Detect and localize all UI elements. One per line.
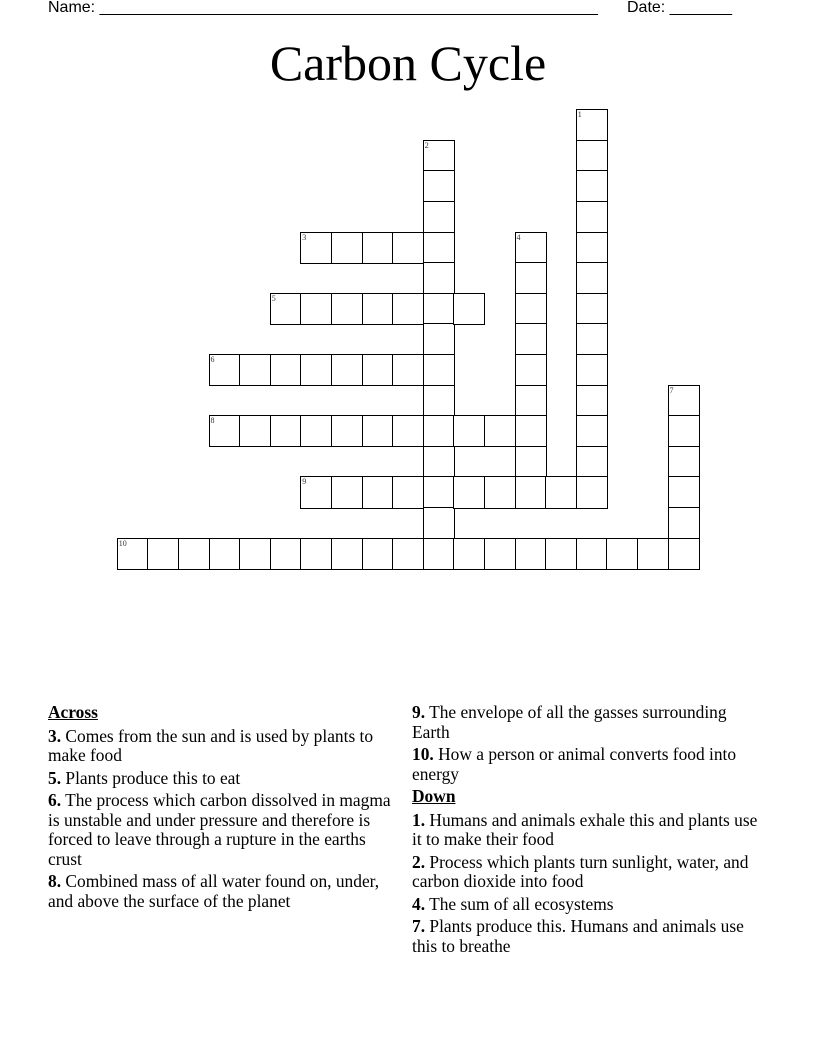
grid-cell[interactable]: [515, 293, 547, 325]
grid-cell[interactable]: [576, 170, 608, 202]
name-label: Name:: [48, 0, 96, 16]
clue-text: Plants produce this. Humans and animals use this to breathe: [412, 916, 744, 956]
clue-across-5: [48, 769, 393, 789]
grid-cell[interactable]: [423, 354, 455, 386]
cell-number: 8: [210, 416, 215, 426]
clues-column-right: [412, 703, 762, 959]
grid-cell[interactable]: [515, 232, 547, 264]
cell-number: 6: [210, 355, 215, 364]
date-label: Date:: [627, 0, 666, 16]
grid-cell[interactable]: [668, 507, 700, 539]
grid-cell[interactable]: [300, 232, 332, 264]
cell-number: 5: [271, 293, 276, 303]
grid-cell[interactable]: [515, 415, 547, 447]
grid-cell[interactable]: [209, 354, 241, 386]
grid-cell[interactable]: [576, 446, 608, 478]
grid-cell[interactable]: [117, 538, 149, 570]
grid-cell[interactable]: [668, 538, 700, 570]
clue-number: 3.: [48, 725, 62, 746]
clue-across-10: [412, 745, 762, 784]
grid-cell[interactable]: [270, 415, 302, 447]
grid-cell[interactable]: [637, 538, 669, 570]
clue-number: 2.: [412, 851, 426, 872]
clue-number: 7.: [412, 916, 426, 936]
grid-cell[interactable]: [392, 293, 424, 325]
grid-cell[interactable]: [331, 476, 363, 508]
grid-cell[interactable]: [453, 538, 485, 570]
grid-cell[interactable]: [515, 476, 547, 508]
grid-cell[interactable]: [392, 476, 424, 508]
grid-cell[interactable]: [300, 293, 332, 325]
grid-cell[interactable]: [423, 262, 455, 294]
grid-cell[interactable]: [484, 476, 516, 508]
grid-cell[interactable]: [392, 415, 424, 447]
clue-text: Plants produce this to eat: [61, 767, 241, 788]
cell-number: 4: [516, 232, 521, 242]
grid-cell[interactable]: [423, 415, 455, 447]
clue-down-7: [412, 917, 762, 956]
grid-cell[interactable]: [423, 446, 455, 478]
grid-cell[interactable]: [576, 109, 608, 141]
grid-cell[interactable]: [515, 446, 547, 478]
clue-across-6: [48, 791, 393, 869]
cell-number: 9: [302, 477, 307, 487]
grid-cell[interactable]: [147, 538, 179, 570]
grid-cell[interactable]: [423, 323, 455, 355]
grid-cell[interactable]: [484, 538, 516, 570]
grid-cell[interactable]: [515, 354, 547, 386]
clue-number: 6.: [48, 790, 62, 810]
grid-cell[interactable]: [423, 170, 455, 202]
date-blank[interactable]: _______: [669, 0, 732, 16]
clue-number: 10.: [412, 744, 434, 764]
grid-cell[interactable]: [239, 415, 271, 447]
grid-cell[interactable]: [668, 415, 700, 447]
clue-down-1: [412, 811, 762, 850]
grid-cell[interactable]: [209, 415, 241, 447]
name-blank[interactable]: ________________________________________________________: [99, 0, 598, 16]
grid-cell[interactable]: [300, 354, 332, 386]
grid-cell[interactable]: [576, 201, 608, 233]
grid-cell[interactable]: [270, 354, 302, 386]
across-heading: Across: [48, 702, 98, 722]
grid-cell[interactable]: [576, 262, 608, 294]
clue-down-2: [412, 853, 762, 892]
down-heading: Down: [412, 786, 456, 806]
grid-cell[interactable]: [331, 232, 363, 264]
clue-number: 9.: [412, 702, 426, 722]
grid-cell[interactable]: [362, 415, 394, 447]
grid-cell[interactable]: [423, 538, 455, 570]
grid-cell[interactable]: [392, 232, 424, 264]
cell-number: 1: [577, 110, 582, 120]
grid-cell[interactable]: [331, 354, 363, 386]
cell-number: 3: [302, 232, 307, 242]
grid-cell[interactable]: [392, 538, 424, 570]
clue-text: Comes from the sun and is used by plants to make food: [48, 725, 374, 765]
grid-cell[interactable]: [515, 262, 547, 294]
grid-cell[interactable]: [453, 293, 485, 325]
clue-text: How a person or animal converts food into energy: [412, 744, 737, 784]
clue-number: 8.: [48, 871, 62, 891]
grid-cell[interactable]: [362, 354, 394, 386]
clue-text: The envelope of all the gasses surrounding Earth: [412, 702, 727, 742]
grid-cell[interactable]: [576, 354, 608, 386]
grid-cell[interactable]: [484, 415, 516, 447]
grid-cell[interactable]: [300, 538, 332, 570]
cell-number: 7: [669, 385, 674, 395]
grid-cell[interactable]: [423, 476, 455, 508]
grid-cell[interactable]: [576, 293, 608, 325]
clue-number: 5.: [48, 767, 62, 788]
cell-number: 10: [118, 538, 127, 548]
grid-cell[interactable]: [606, 538, 638, 570]
grid-cell[interactable]: [668, 385, 700, 417]
clue-across-8: [48, 872, 393, 911]
clue-text: Combined mass of all water found on, under, and above the surface of the planet: [48, 871, 380, 911]
clue-number: 4.: [412, 893, 426, 914]
grid-cell[interactable]: [545, 538, 577, 570]
grid-cell[interactable]: [362, 232, 394, 264]
clue-text: Process which plants turn sunlight, water, and carbon dioxide into food: [412, 851, 749, 891]
grid-cell[interactable]: [576, 538, 608, 570]
grid-cell[interactable]: [362, 476, 394, 508]
grid-cell[interactable]: [423, 201, 455, 233]
grid-cell[interactable]: [239, 354, 271, 386]
grid-cell[interactable]: [423, 507, 455, 539]
grid-cell[interactable]: [453, 415, 485, 447]
grid-cell[interactable]: [331, 293, 363, 325]
clues-column-left: [48, 703, 393, 914]
grid-cell[interactable]: [576, 140, 608, 172]
cell-number: 2: [424, 140, 429, 150]
grid-cell[interactable]: [362, 293, 394, 325]
grid-cell[interactable]: [545, 476, 577, 508]
grid-cell[interactable]: [576, 232, 608, 264]
clue-text: The process which carbon dissolved in magma is unstable and under pressure and therefore is forced to leave through a rupture in the earths crust: [48, 790, 391, 869]
grid-cell[interactable]: [423, 232, 455, 264]
grid-cell[interactable]: [239, 538, 271, 570]
grid-cell[interactable]: [515, 385, 547, 417]
grid-cell[interactable]: [178, 538, 210, 570]
grid-cell[interactable]: [362, 538, 394, 570]
clue-across-9: [412, 703, 762, 742]
grid-cell[interactable]: [515, 323, 547, 355]
page-title: Carbon Cycle: [269, 35, 547, 91]
grid-cell[interactable]: [423, 140, 455, 172]
grid-cell[interactable]: [270, 293, 302, 325]
grid-cell[interactable]: [209, 538, 241, 570]
grid-cell[interactable]: [453, 476, 485, 508]
grid-cell[interactable]: [576, 323, 608, 355]
clue-across-3: [48, 727, 393, 766]
clue-text: Humans and animals exhale this and plants use it to make their food: [412, 809, 758, 849]
grid-cell[interactable]: [668, 446, 700, 478]
grid-cell[interactable]: [392, 354, 424, 386]
clue-text: The sum of all ecosystems: [425, 893, 614, 914]
grid-cell[interactable]: [576, 476, 608, 508]
grid-cell[interactable]: [668, 476, 700, 508]
grid-cell[interactable]: [300, 415, 332, 447]
grid-cell[interactable]: [515, 538, 547, 570]
grid-cell[interactable]: [331, 415, 363, 447]
grid-cell[interactable]: [576, 415, 608, 447]
grid-cell[interactable]: [331, 538, 363, 570]
clue-down-4: [412, 895, 762, 915]
grid-cell[interactable]: [576, 385, 608, 417]
grid-cell[interactable]: [423, 385, 455, 417]
clue-number: 1.: [412, 809, 426, 830]
grid-cell[interactable]: [300, 476, 332, 508]
grid-cell[interactable]: [423, 293, 455, 325]
grid-cell[interactable]: [270, 538, 302, 570]
